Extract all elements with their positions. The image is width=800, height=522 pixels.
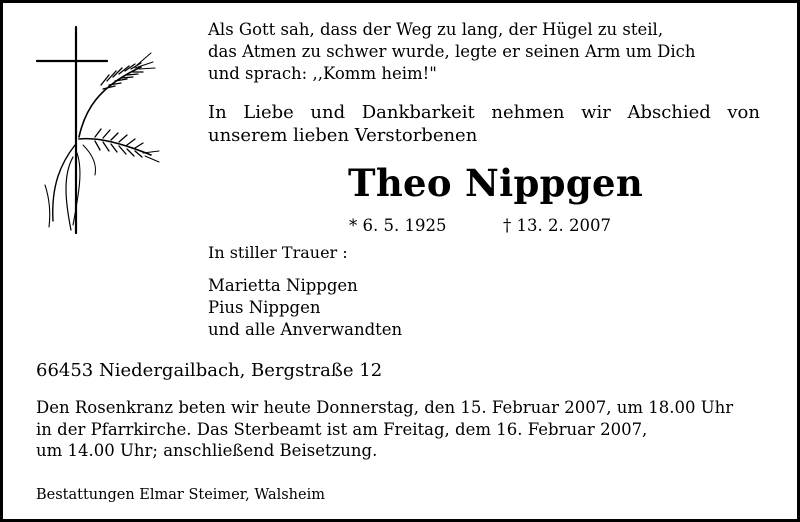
mourner: Marietta Nippgen [208, 276, 358, 295]
mourner: Pius Nippgen [208, 298, 321, 317]
service-line: um 14.00 Uhr; anschließend Beisetzung. [36, 441, 378, 460]
poem-verse [208, 19, 696, 85]
poem-line: Als Gott sah, dass der Weg zu lang, der Hügel zu steil, [208, 20, 664, 39]
service-line: Den Rosenkranz beten wir heute Donnerstag, den 15. Februar 2007, um 18.00 Uhr [36, 398, 734, 417]
death-date: † 13. 2. 2007 [503, 216, 611, 235]
service-line: in der Pfarrkirche. Das Sterbeamt ist am Freitag, dem 16. Februar 2007, [36, 419, 648, 439]
poem-line: das Atmen zu schwer wurde, legte er seinen Arm um Dich [208, 42, 696, 61]
poem-line: und sprach: ,,Komm heim!" [208, 64, 437, 83]
funeral-home: Bestattungen Elmar Steimer, Walsheim [36, 487, 325, 503]
address: 66453 Niedergailbach, Bergstraße 12 [36, 360, 383, 381]
mourning-label: In stiller Trauer : [208, 243, 348, 262]
farewell-text: In Liebe und Dankbarkeit nehmen wir Abschied von unserem lieben Verstorbenen [208, 102, 760, 146]
cross-with-wheat-icon [23, 25, 163, 237]
mourner: und alle Anverwandten [208, 320, 403, 339]
deceased-name: Theo Nippgen [348, 161, 644, 205]
birth-date: * 6. 5. 1925 [349, 216, 447, 235]
service-details [36, 397, 733, 462]
mourners-list [208, 275, 402, 341]
